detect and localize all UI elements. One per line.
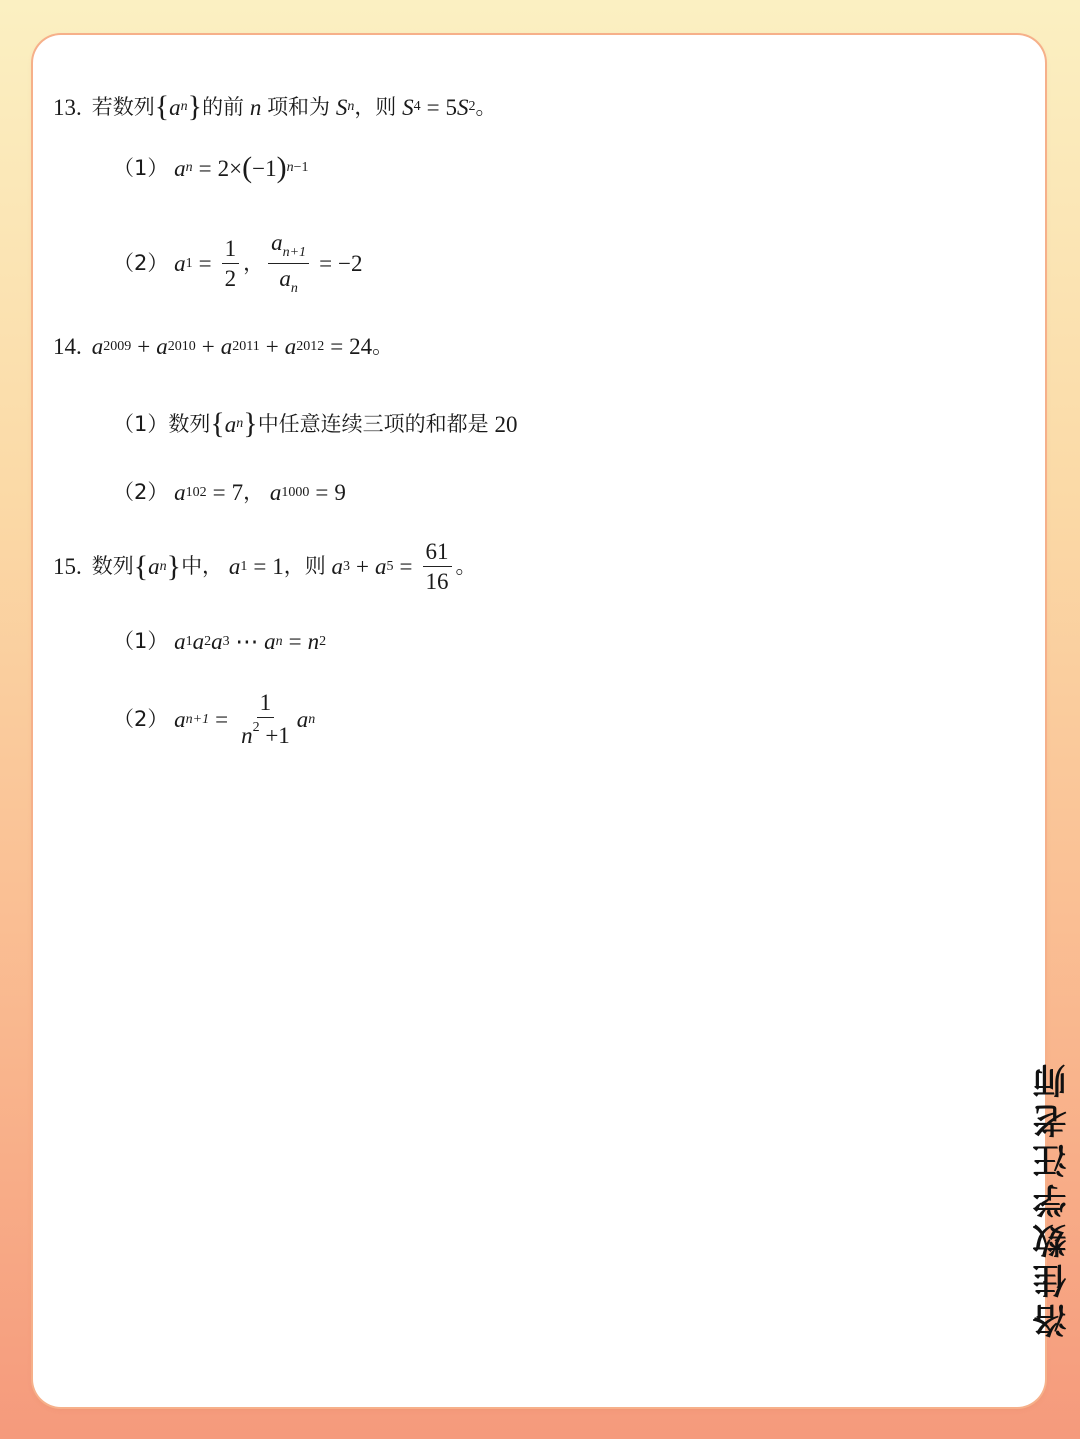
problem-13-condition-1: （1） a n = 2× ( −1 ) n−1 bbox=[113, 151, 309, 184]
problem-number: 15. bbox=[53, 554, 82, 579]
problem-15-condition-1: （1） a 1 a 2 a 3 ⋯ a n = n 2 bbox=[113, 629, 327, 654]
problem-15-condition-2: （2） a n+1 = $\frac{1}{n^2 +1}$ a n bbox=[113, 690, 316, 748]
author-watermark: 洛佳数学汪老师 bbox=[1033, 1058, 1073, 1338]
worksheet-card bbox=[33, 35, 1045, 1407]
problem-14-condition-2: （2） a 102 = 7 ， a 1000 = 9 bbox=[113, 480, 346, 505]
problem-13-stem: 13. 若数列 { a n } 的前 n 项和为 S n ，则 S 4 = 5 S 2 。 bbox=[53, 90, 497, 123]
problem-14-condition-1: （1） 数列 { a n } 中任意连续三项的和都是 20 bbox=[113, 407, 518, 440]
problem-number: 14. bbox=[53, 334, 82, 359]
problem-14-stem: 14. a 2009 + a 2010 + a 2011 + a 2012 = 24 。 bbox=[53, 334, 394, 359]
problem-15-stem: 15. 数列 { a n } 中， a 1 = 1 ，则 a 3 + a 5 = $\frac{61}{16}$ 。 bbox=[53, 539, 477, 594]
problem-number: 13. bbox=[53, 94, 82, 120]
problem-13-condition-2: （2） a 1 = $\frac{1}{2}$ ， $\frac{a_{n+1}}{a_n}$ = −2 bbox=[113, 230, 363, 296]
